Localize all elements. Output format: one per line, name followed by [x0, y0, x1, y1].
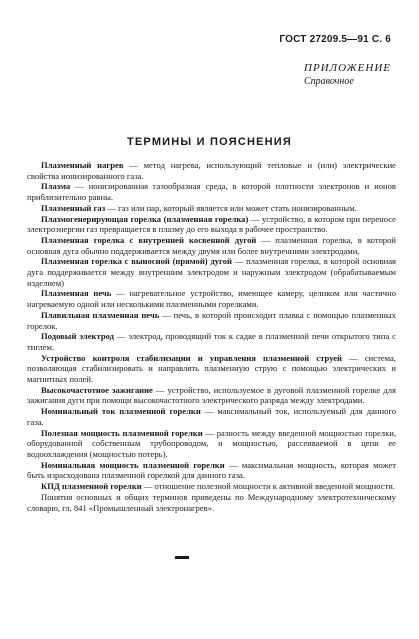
term-definition: — отношение полезной мощности к активной введенной мощности.	[141, 481, 396, 492]
term-entry	[27, 385, 396, 406]
term-entry	[27, 288, 396, 309]
term-definition: — устройство, в котором при переносе электроэнергии газ превращается в плазму до его выхода в рабочее пространство.	[27, 213, 396, 235]
term-name: Устройство контроля стабилизации и управления плазменной струей	[41, 352, 342, 363]
term-name: Подовый электрод	[41, 331, 114, 342]
term-entry	[27, 256, 396, 288]
term-entry	[27, 331, 396, 352]
term-definition: — максимальный ток, используемый для данного газа.	[27, 406, 396, 427]
term-definition: — нагревательное устройство, имеющее камеру, целиком или частично нагреваемую одной или несколькими плазменными горелками.	[27, 288, 396, 310]
term-entry	[27, 353, 396, 385]
document-reference: ГОСТ 27209.5—91 С. 6	[279, 34, 391, 45]
reference-note	[27, 492, 396, 513]
term-entry	[27, 203, 396, 214]
term-definition: Понятия основных и общих терминов приведены по Международному электротехническому словарю, гл. 841 «Промышленный электронагрев».	[27, 491, 396, 513]
term-name: Номинальная мощность плазменной горелки	[41, 459, 225, 470]
term-definition: — максимальная мощность, которая может быть израсходована плазменной горелкой для данного газа.	[27, 459, 396, 481]
term-name: Плазменный нагрев	[41, 160, 124, 170]
term-name: Плазмогенерирующая горелка (плазменная горелка)	[41, 213, 249, 224]
term-definition: — плазменная горелка, в которой основная дуга поддерживается между внутренним электродом и наружным электродом (обрабатываемым изделием)	[27, 256, 396, 288]
term-entry	[27, 481, 396, 492]
term-entry	[27, 160, 396, 181]
term-definition: — газ или пар, который является или может стать ионизированным.	[105, 202, 357, 213]
term-entry	[27, 235, 396, 256]
term-entry	[27, 181, 396, 202]
term-name: Плазменный газ	[41, 202, 106, 213]
term-name: Полезная мощность плазменной горелки	[41, 427, 203, 438]
appendix-title: ПРИЛОЖЕНИЕ	[304, 62, 391, 74]
term-entry	[27, 214, 396, 235]
appendix-subtitle: Справочное	[304, 76, 354, 87]
term-entry	[27, 428, 396, 460]
term-name: Высокочастотное зажигание	[41, 384, 153, 395]
term-definition: — электрод, проводящий ток к садке в плазменной печи открытого типа с тиглем.	[27, 331, 396, 352]
term-definition: — метод нагрева, использующий тепловые и (или) электрические свойства ионизированного газа.	[27, 160, 396, 181]
term-definition: — печь, в которой происходит плавка с помощью плазменных горелок.	[27, 309, 396, 331]
term-definition: — плазменная горелка, в которой основная дуга обычно поддерживается между двумя или более внутренними электродами,	[27, 234, 396, 256]
appendix-label	[304, 62, 391, 88]
term-name: КПД плазменной горелки	[41, 481, 142, 492]
term-entry	[27, 460, 396, 481]
term-name: Плазменная печь	[41, 288, 112, 299]
term-entry	[27, 406, 396, 427]
term-definition: — разность между введенной мощностью горелки, оборудованной собственным трубопроводом, и мощностью, рассеиваемой в цепи ее водоохлаждения (мощностью потерь).	[27, 427, 397, 459]
term-name: Плазма	[41, 181, 71, 192]
section-title: ТЕРМИНЫ И ПОЯСНЕНИЯ	[126, 136, 293, 148]
term-definition: — система, позволяющая стабилизировать и направлять плазменную струю с помощью электрических и магнитных полей.	[27, 352, 396, 385]
end-dash-divider	[175, 556, 189, 559]
term-entry	[27, 310, 396, 331]
term-name: Плавильная плазменная печь	[41, 309, 160, 320]
term-name: Плазменная горелка с выносной (прямой) дугой	[41, 256, 232, 267]
terms-list	[27, 160, 396, 513]
term-name: Номинальный ток плазменной горелки	[41, 406, 201, 417]
term-definition: — ионизированная газообразная среда, в которой плотности электронов и ионов приблизительно равны.	[27, 181, 396, 203]
term-definition: — устройство, используемое в дуговой плазменной горелке для зажигания дуги при помощи высокочастотного электрического разряда между электродами.	[27, 384, 396, 406]
term-name: Плазменная горелка с внутренней косвенной дугой	[41, 234, 257, 245]
